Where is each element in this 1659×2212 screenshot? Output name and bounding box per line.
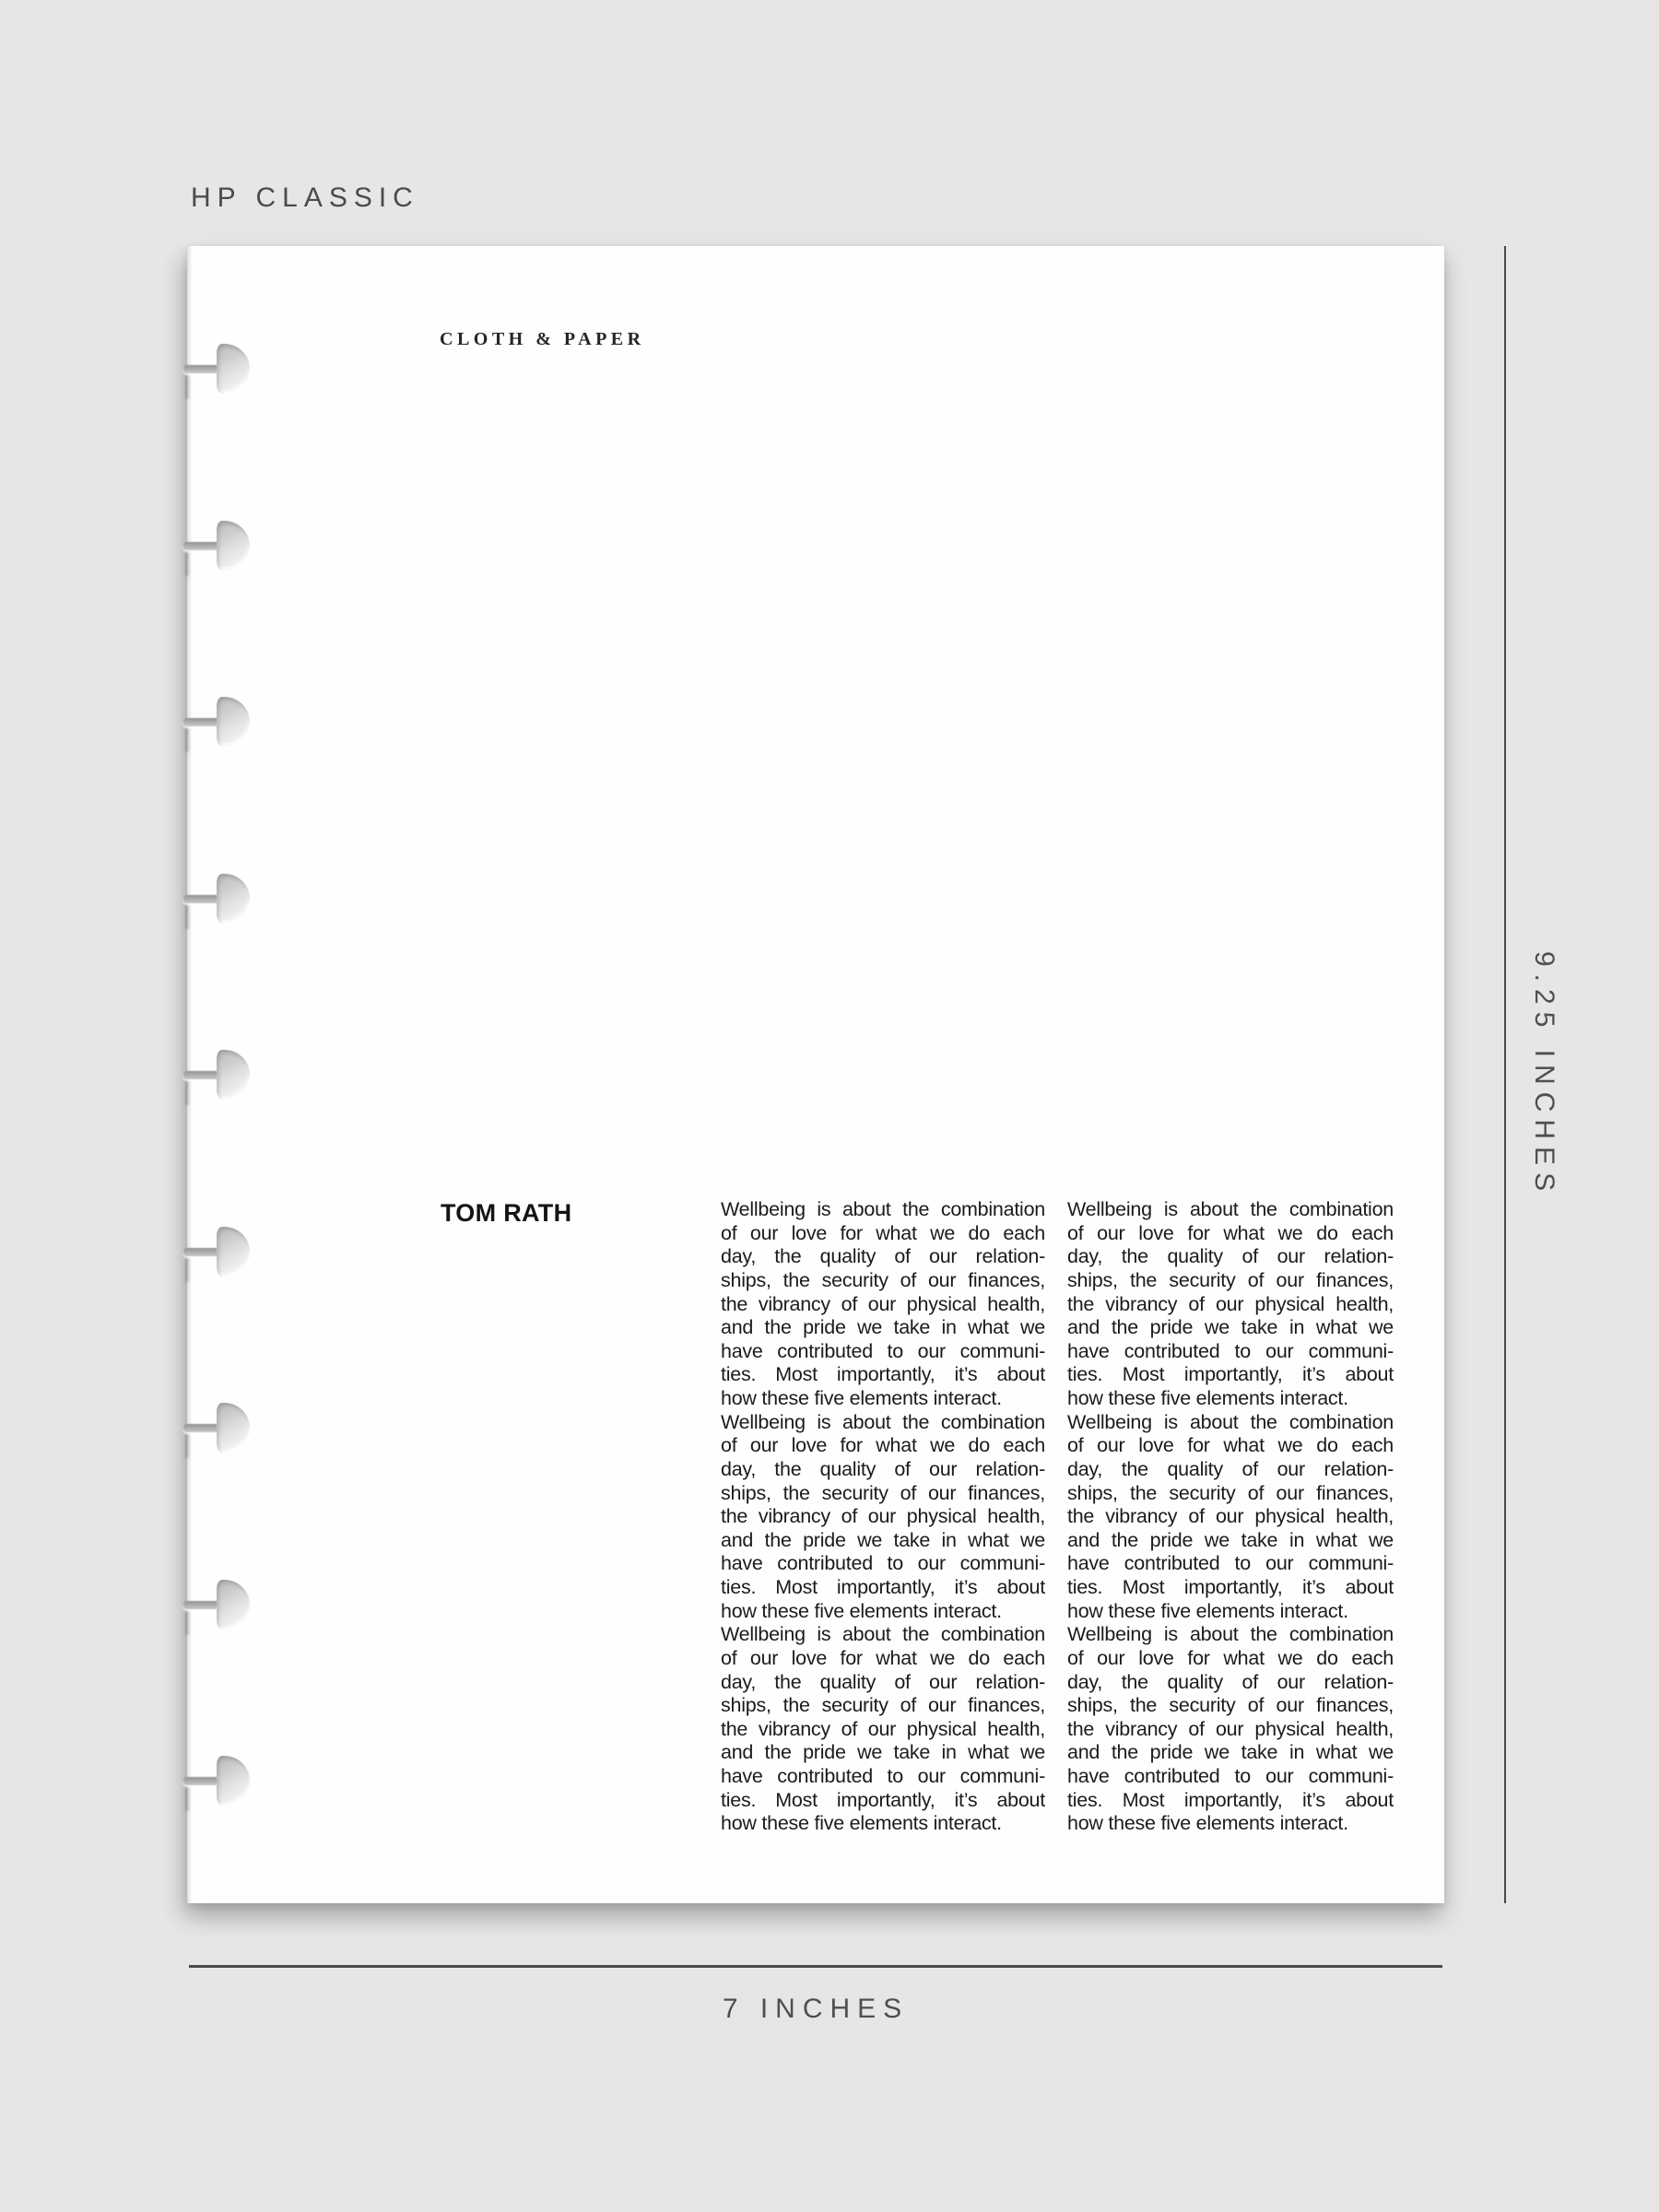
body-text-line: day, the quality of our relation- bbox=[721, 1245, 1045, 1268]
height-measure-line bbox=[1504, 246, 1506, 1903]
body-text-line: have contributed to our communi- bbox=[1067, 1339, 1394, 1362]
edge-notch bbox=[185, 1434, 189, 1458]
body-text-line: the vibrancy of our physical health, bbox=[1067, 1505, 1394, 1528]
disc-punch-hole bbox=[187, 344, 261, 399]
body-text-line: and the pride we take in what we bbox=[721, 1741, 1045, 1764]
body-text-line: ships, the security of our finances, bbox=[721, 1481, 1045, 1504]
body-text-line: of our love for what we do each bbox=[1067, 1646, 1394, 1669]
body-text-line: Wellbeing is about the combination bbox=[1067, 1410, 1394, 1433]
body-text-line: of our love for what we do each bbox=[721, 1434, 1045, 1457]
body-text-line: and the pride we take in what we bbox=[1067, 1741, 1394, 1764]
body-text-line: Wellbeing is about the combination bbox=[721, 1410, 1045, 1433]
body-text-line: how these five elements interact. bbox=[721, 1387, 1002, 1409]
edge-notch bbox=[185, 552, 189, 576]
body-text-line: ties. Most importantly, it’s about bbox=[1067, 1363, 1394, 1386]
width-measure-line bbox=[189, 1965, 1442, 1968]
body-text-line: have contributed to our communi- bbox=[1067, 1552, 1394, 1575]
body-text-line: ties. Most importantly, it’s about bbox=[721, 1788, 1045, 1811]
body-text-line: how these five elements interact. bbox=[721, 1812, 1002, 1835]
text-column-1 bbox=[721, 1198, 1045, 1836]
body-text-line: Wellbeing is about the combination bbox=[1067, 1623, 1394, 1646]
disc-punch-hole bbox=[187, 521, 261, 576]
body-text-line: how these five elements interact. bbox=[1067, 1599, 1348, 1622]
body-text-line: the vibrancy of our physical health, bbox=[721, 1505, 1045, 1528]
body-text-line: ships, the security of our finances, bbox=[1067, 1481, 1394, 1504]
body-text-line: ships, the security of our finances, bbox=[1067, 1694, 1394, 1717]
edge-notch bbox=[185, 905, 189, 929]
punch-disc bbox=[217, 1403, 250, 1453]
punch-disc bbox=[217, 1050, 250, 1100]
edge-notch bbox=[185, 1081, 189, 1105]
disc-punch-hole bbox=[187, 1580, 261, 1635]
body-text-line: have contributed to our communi- bbox=[721, 1552, 1045, 1575]
body-text-line: Wellbeing is about the combination bbox=[721, 1198, 1045, 1220]
body-text-line: ships, the security of our finances, bbox=[721, 1694, 1045, 1717]
punch-disc bbox=[217, 697, 250, 747]
edge-notch bbox=[185, 1787, 189, 1811]
body-text-line: the vibrancy of our physical health, bbox=[721, 1292, 1045, 1315]
punch-disc bbox=[217, 1580, 250, 1630]
body-text-line: ships, the security of our finances, bbox=[721, 1268, 1045, 1291]
punch-disc bbox=[217, 874, 250, 924]
edge-notch bbox=[185, 375, 189, 399]
planner-page bbox=[187, 246, 1444, 1903]
body-text-line: and the pride we take in what we bbox=[1067, 1316, 1394, 1339]
body-text-line: the vibrancy of our physical health, bbox=[1067, 1717, 1394, 1740]
punch-disc bbox=[217, 521, 250, 571]
body-text-line: have contributed to our communi- bbox=[1067, 1765, 1394, 1787]
disc-punch-hole bbox=[187, 1403, 261, 1458]
disc-punch-hole bbox=[187, 874, 261, 929]
body-text-line: ties. Most importantly, it’s about bbox=[721, 1363, 1045, 1386]
body-text-line: ships, the security of our finances, bbox=[1067, 1268, 1394, 1291]
edge-notch bbox=[185, 1611, 189, 1635]
edge-notch bbox=[185, 1258, 189, 1282]
width-dimension-label: 7 INCHES bbox=[722, 1994, 910, 2024]
body-text-line: Wellbeing is about the combination bbox=[1067, 1198, 1394, 1220]
punch-disc bbox=[217, 1227, 250, 1277]
body-text-line: how these five elements interact. bbox=[1067, 1387, 1348, 1409]
punch-disc bbox=[217, 344, 250, 394]
brand-logo: CLOTH & PAPER bbox=[440, 329, 645, 349]
disc-punch-hole bbox=[187, 697, 261, 752]
disc-punch-hole bbox=[187, 1756, 261, 1811]
body-text-line: how these five elements interact. bbox=[721, 1599, 1002, 1622]
body-text-line: the vibrancy of our physical health, bbox=[1067, 1292, 1394, 1315]
body-text-line: day, the quality of our relation- bbox=[1067, 1670, 1394, 1693]
body-text-line: have contributed to our communi- bbox=[721, 1765, 1045, 1787]
body-text-line: ties. Most importantly, it’s about bbox=[1067, 1576, 1394, 1598]
size-label: HP CLASSIC bbox=[191, 182, 419, 213]
body-text-line: the vibrancy of our physical health, bbox=[721, 1717, 1045, 1740]
body-text-line: day, the quality of our relation- bbox=[1067, 1245, 1394, 1268]
disc-punch-hole bbox=[187, 1227, 261, 1282]
body-text-line: of our love for what we do each bbox=[721, 1221, 1045, 1244]
disc-punch-hole bbox=[187, 1050, 261, 1105]
body-text-line: and the pride we take in what we bbox=[721, 1528, 1045, 1551]
author-name: TOM RATH bbox=[441, 1199, 572, 1227]
body-text-line: of our love for what we do each bbox=[1067, 1434, 1394, 1457]
body-text-line: day, the quality of our relation- bbox=[1067, 1457, 1394, 1480]
body-text-line: of our love for what we do each bbox=[721, 1646, 1045, 1669]
body-text-line: how these five elements interact. bbox=[1067, 1812, 1348, 1835]
punch-disc bbox=[217, 1756, 250, 1806]
body-text-line: ties. Most importantly, it’s about bbox=[1067, 1788, 1394, 1811]
height-dimension-label: 9.25 INCHES bbox=[1529, 950, 1559, 1199]
body-text-line: and the pride we take in what we bbox=[721, 1316, 1045, 1339]
text-column-2 bbox=[1067, 1198, 1394, 1836]
body-text-line: of our love for what we do each bbox=[1067, 1221, 1394, 1244]
body-text-line: Wellbeing is about the combination bbox=[721, 1623, 1045, 1646]
edge-notch bbox=[185, 728, 189, 752]
body-text-line: day, the quality of our relation- bbox=[721, 1670, 1045, 1693]
body-text-line: have contributed to our communi- bbox=[721, 1339, 1045, 1362]
body-text-line: and the pride we take in what we bbox=[1067, 1528, 1394, 1551]
body-text-line: ties. Most importantly, it’s about bbox=[721, 1576, 1045, 1598]
body-text-line: day, the quality of our relation- bbox=[721, 1457, 1045, 1480]
